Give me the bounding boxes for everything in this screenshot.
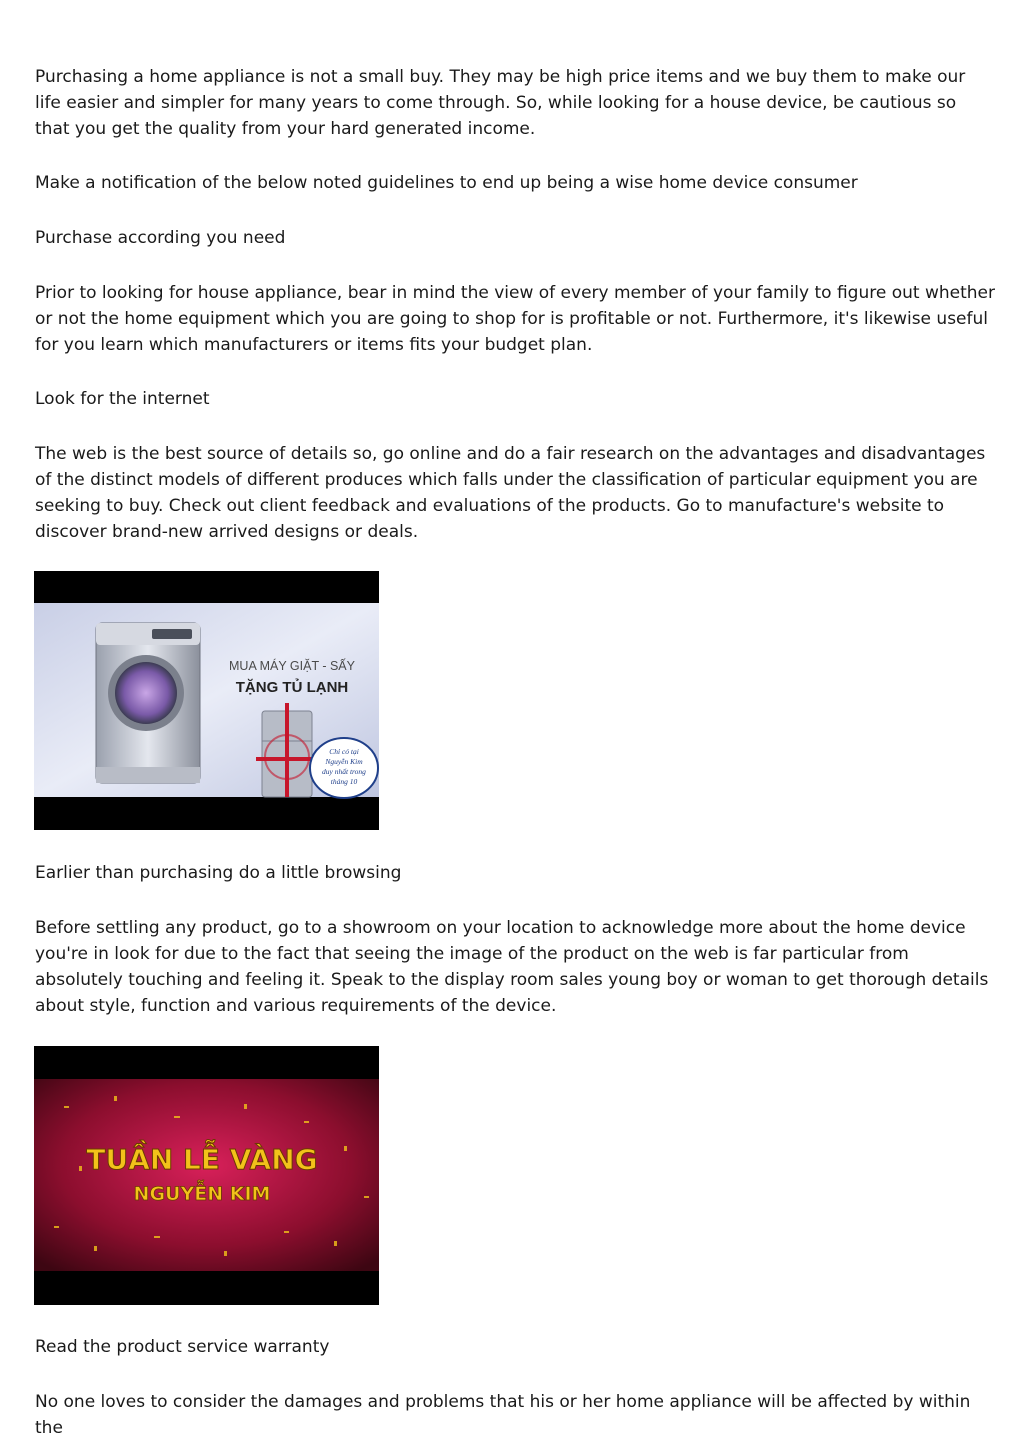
heading-browsing: Earlier than purchasing do a little browsing	[35, 863, 402, 883]
heading-look-internet: Look for the internet	[35, 389, 210, 409]
paragraph-web-research: The web is the best source of details so, go online and do a fair research on the advantages and disadvantages of the distinct models of different produces which falls under the classification of particular equipment you are seeking to buy. Check out client feedback and evaluations of the products. Go to manufacture's website to discover brand-new arrived designs or deals.	[35, 444, 986, 542]
paragraph-guidelines: Make a notification of the below noted guidelines to end up being a wise home device consumer	[35, 173, 858, 193]
heading-purchase-need: Purchase according you need	[35, 228, 286, 248]
promo-image-washer	[34, 571, 379, 830]
promo-image-golden-week	[34, 1046, 379, 1305]
promo1-line2: TẶNG TỦ LẠNH	[235, 679, 349, 696]
promo1-line1: MUA MÁY GIẶT - SẤY	[229, 659, 355, 673]
heading-warranty: Read the product service warranty	[35, 1337, 330, 1357]
promo1-badge-3: duy nhất trong	[322, 767, 366, 776]
promo2-line2: NGUYỄN KIM	[133, 1183, 271, 1205]
paragraph-damages: No one loves to consider the damages and problems that his or her home appliance will be affected by within the	[35, 1392, 971, 1438]
promo1-badge-1: Chỉ có tại	[329, 747, 359, 756]
paragraph-intro: Purchasing a home appliance is not a small buy. They may be high price items and we buy them to make our life easier and simpler for many years to come through. So, while looking for a house device, be cautious so that you get the quality from your hard generated income.	[35, 67, 966, 139]
promo1-badge-2: Nguyễn Kim	[325, 757, 363, 766]
paragraph-showroom: Before settling any product, go to a showroom on your location to acknowledge more about the home device you're in look for due to the fact that seeing the image of the product on the web is far particular from absolutely touching and feeling it. Speak to the display room sales young boy or woman to get thorough details about style, function and various requirements of the device.	[35, 918, 989, 1016]
promo2-line1: TUẦN LỄ VÀNG	[86, 1143, 318, 1176]
paragraph-family-view: Prior to looking for house appliance, bear in mind the view of every member of your family to figure out whether or not the home equipment which you are going to shop for is profitable or not. Furthermore, it's likewise useful for you learn which manufacturers or items fits your budget plan.	[35, 283, 995, 355]
promo1-badge-4: tháng 10	[330, 777, 358, 786]
